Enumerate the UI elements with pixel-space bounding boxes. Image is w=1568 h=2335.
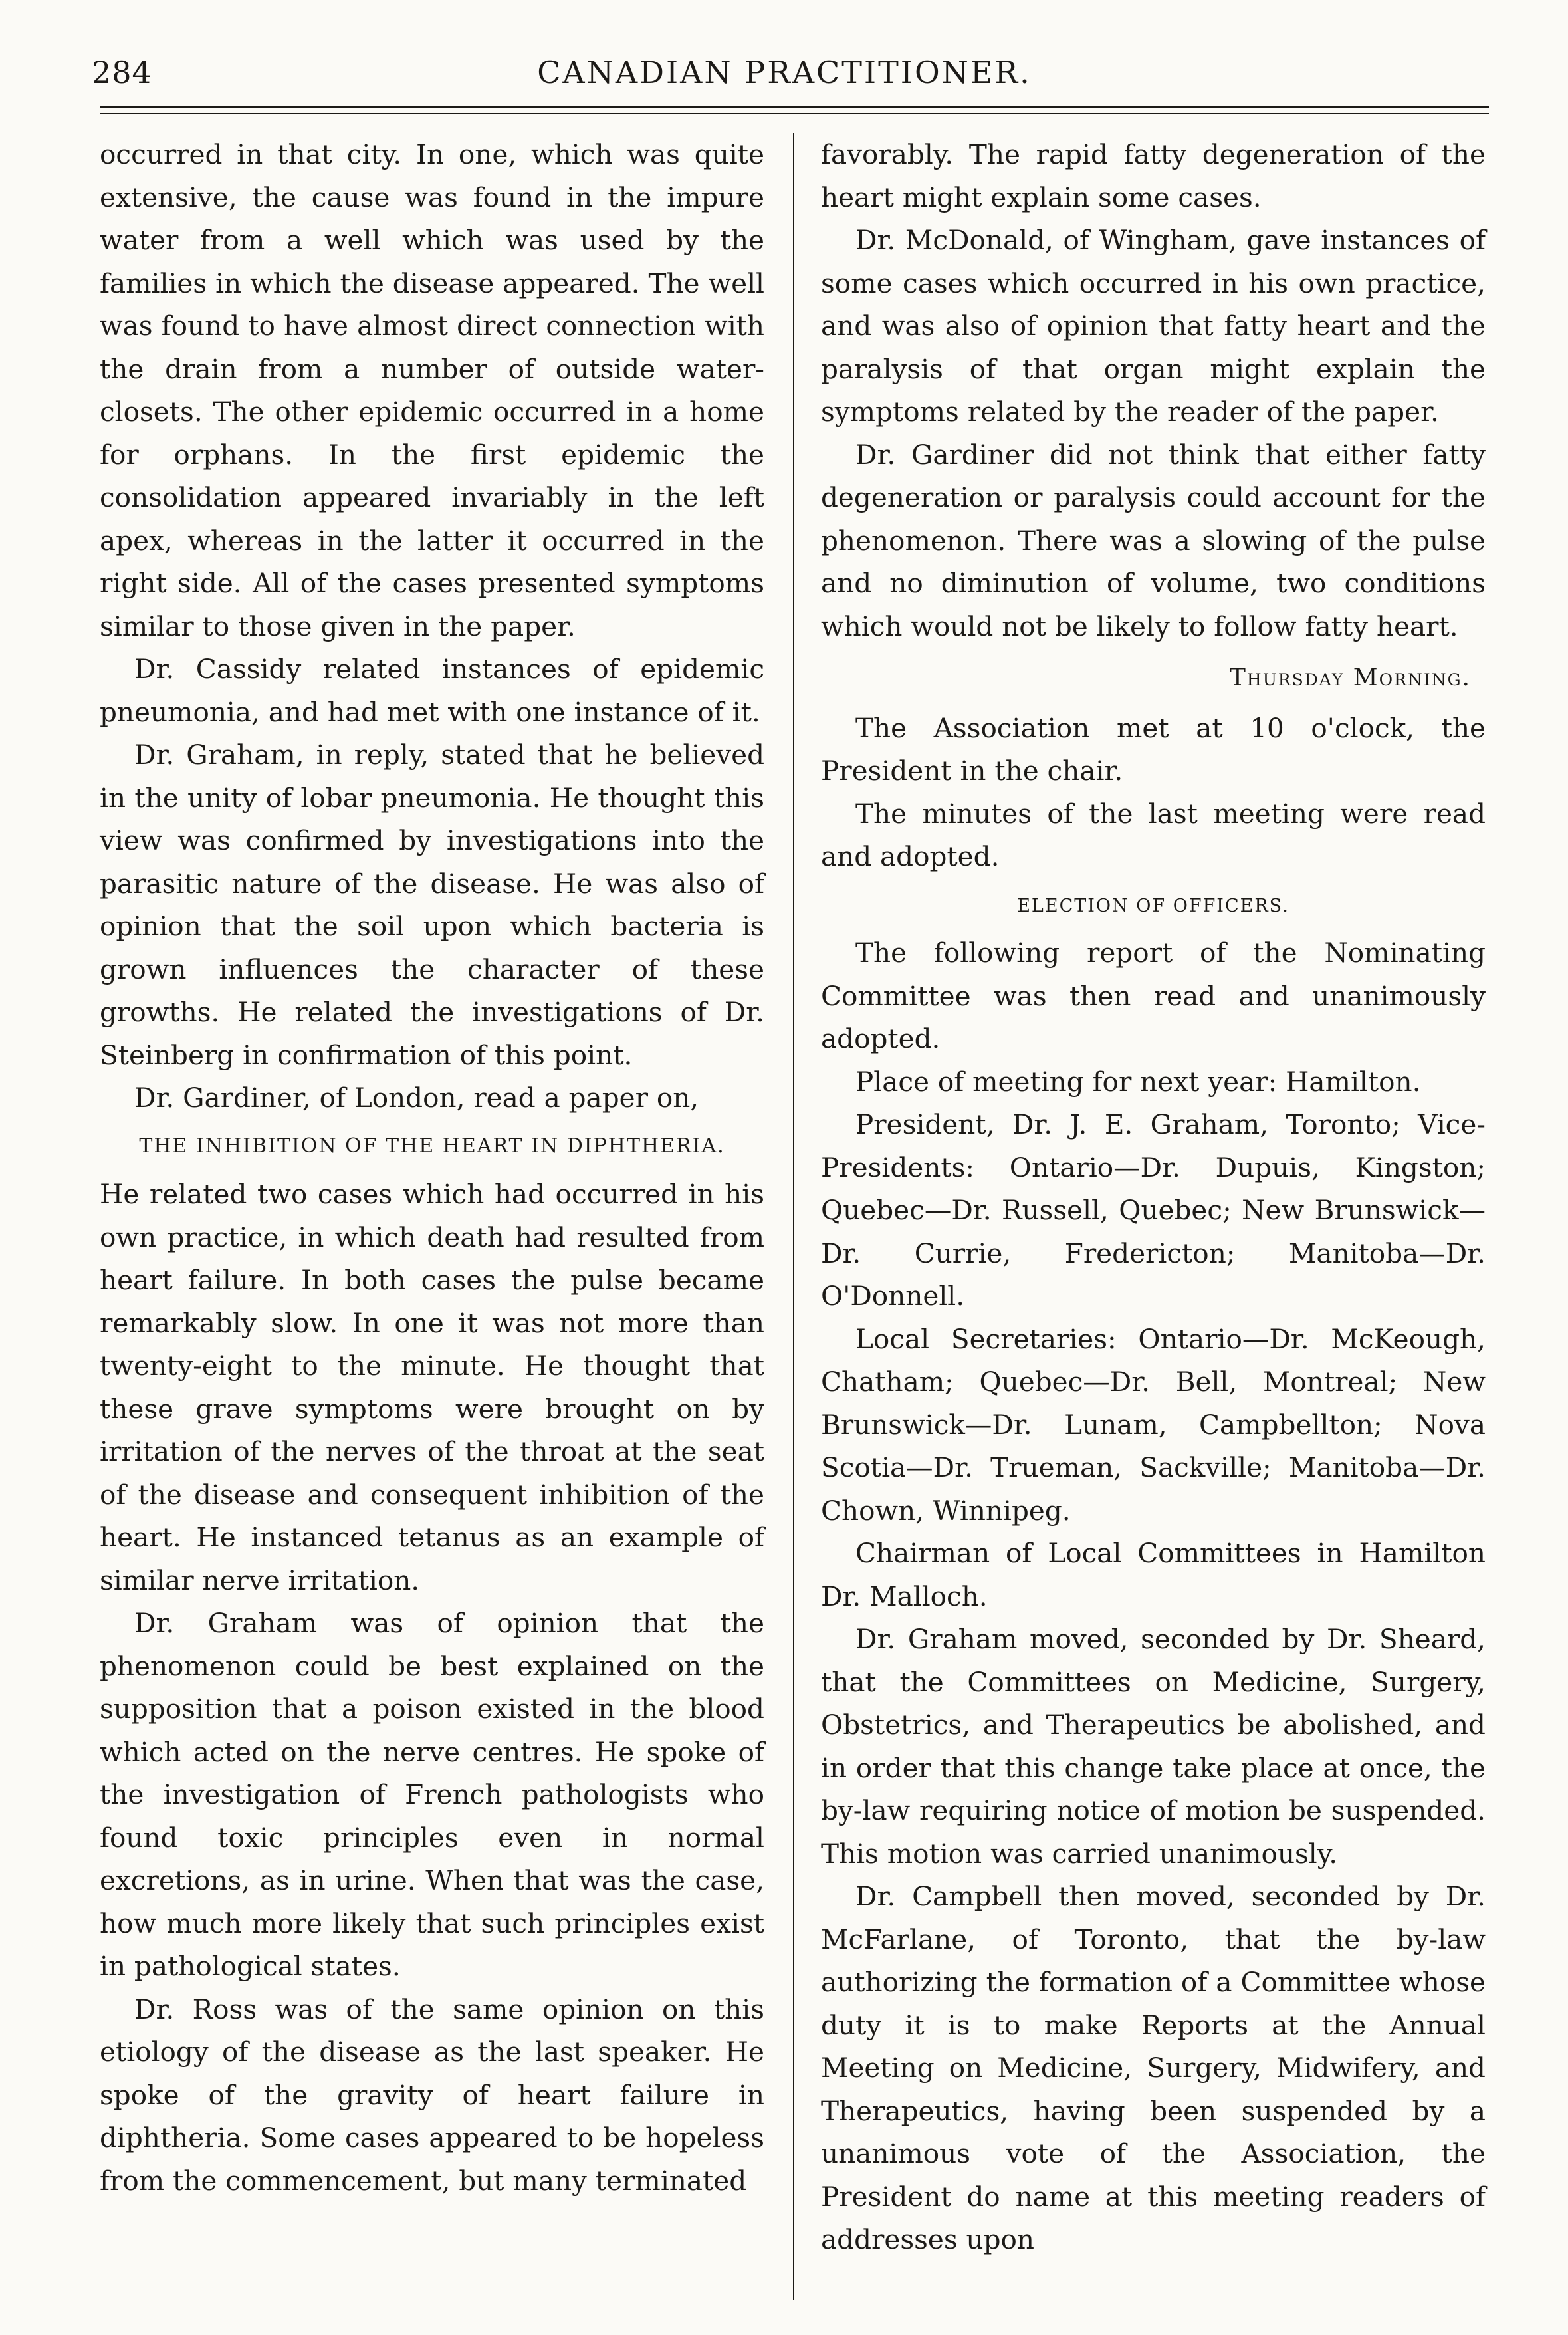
section-heading-thursday: Thursday Morning.: [1229, 664, 1471, 691]
left-paragraph-1: occurred in that city. In one, which was quite extensive, the cause was found in the impure water from a well which was used by the families in which the disease appeared. The well was found to have almost direct connection with the drain from a number of outside water-closets. The other epidemic occurred in a home for orphans. In the first epidemic the consolidation appeared invariably in the left apex, whereas in the latter it occurred in the right side. All of the cases presented symptoms similar to those given in the paper.: [100, 138, 764, 642]
right-paragraph-12: Dr. Campbell then moved, seconded by Dr. McFarlane, of Toronto, that the by-law authorizing the formation of a Committee whose duty it is to make Reports at the Annual Meeting on Medicine, Surgery, Midwifery, and Therapeutics, having been suspended by a unanimous vote of the Association, the President do name at this meeting readers of addresses upon: [821, 1880, 1486, 2255]
running-title: CANADIAN PRACTITIONER.: [537, 55, 1032, 90]
section-heading-diphtheria: THE INHIBITION OF THE HEART IN DIPHTHERIA.: [139, 1134, 725, 1158]
left-paragraph-5: He related two cases which had occurred in his own practice, in which death had resulted from heart failure. In both cases the pulse became remarkably slow. In one it was not more than twenty-eight to the minute. He thought that these grave symptoms were brought on by irritation of the nerves of the throat at the seat of the disease and consequent inhibition of the heart. He instanced tetanus as an example of similar nerve irritation.: [100, 1178, 764, 1596]
right-paragraph-9: Local Secretaries: Ontario—Dr. McKeough, Chatham; Quebec—Dr. Bell, Montreal; New Brunswick—Dr. Lunam, Campbellton; Nova Scotia—Dr. Trueman, Sackville; Manitoba—Dr. Chown, Winnipeg.: [821, 1322, 1486, 1527]
right-column: [821, 133, 1486, 2261]
right-paragraph-4: The Association met at 10 o'clock, the President in the chair.: [821, 711, 1486, 787]
right-paragraph-7: Place of meeting for next year: Hamilton.: [855, 1065, 1421, 1098]
right-paragraph-6: The following report of the Nominating Committee was then read and unanimously adopted.: [821, 937, 1486, 1054]
journal-page: [80, 40, 1489, 2294]
right-paragraph-2: Dr. McDonald, of Wingham, gave instances of some cases which occurred in his own practice, and was also of opinion that fatty heart and the paralysis of that organ might explain the symptoms related by the reader of the paper.: [821, 224, 1486, 428]
right-paragraph-1: favorably. The rapid fatty degeneration of the heart might explain some cases.: [821, 138, 1486, 213]
header-rule-secondary: [100, 113, 1489, 114]
left-paragraph-4: Dr. Gardiner, of London, read a paper on,: [134, 1082, 699, 1114]
page-number: 284: [92, 55, 152, 90]
left-paragraph-3: Dr. Graham, in reply, stated that he believed in the unity of lobar pneumonia. He thought this view was confirmed by investigations into the parasitic nature of the disease. He was also of opinion that the soil upon which bacteria is grown influences the character of these growths. He related the investigations of Dr. Steinberg in confirmation of this point.: [100, 739, 764, 1071]
right-paragraph-3: Dr. Gardiner did not think that either fatty degeneration or paralysis could account for the phenomenon. There was a slowing of the pulse and no diminution of volume, two conditions which would not be likely to follow fatty heart.: [821, 438, 1486, 642]
header-rule: [100, 106, 1489, 108]
left-paragraph-7: Dr. Ross was of the same opinion on this etiology of the disease as the last speaker. He spoke of the gravity of heart failure in diphtheria. Some cases appeared to be hopeless from the commencement, but many terminated: [100, 1993, 764, 2197]
page-header: [80, 40, 1489, 100]
column-divider: [793, 133, 794, 2300]
right-paragraph-8: President, Dr. J. E. Graham, Toronto; Vice-Presidents: Ontario—Dr. Dupuis, Kingston; Quebec—Dr. Russell, Quebec; New Brunswick—Dr. Currie, Fredericton; Manitoba—Dr. O'Donnell.: [821, 1108, 1486, 1312]
left-column: [100, 133, 764, 2202]
left-paragraph-6: Dr. Graham was of opinion that the phenomenon could be best explained on the supposition that a poison existed in the blood which acted on the nerve centres. He spoke of the investigation of French pathologists who found toxic principles even in normal excretions, as in urine. When that was the case, how much more likely that such principles exist in pathological states.: [100, 1607, 764, 1982]
section-heading-election: ELECTION OF OFFICERS.: [1017, 895, 1289, 916]
right-paragraph-10: Chairman of Local Committees in Hamilton Dr. Malloch.: [821, 1537, 1486, 1612]
text-columns: [100, 133, 1489, 2294]
left-paragraph-2: Dr. Cassidy related instances of epidemic pneumonia, and had met with one instance of it.: [100, 653, 764, 728]
right-paragraph-5: The minutes of the last meeting were read and adopted.: [821, 797, 1486, 872]
right-paragraph-11: Dr. Graham moved, seconded by Dr. Sheard, that the Committees on Medicine, Surgery, Obstetrics, and Therapeutics be abolished, and in order that this change take place at once, the by-law requiring notice of motion be suspended. This motion was carried unanimously.: [821, 1623, 1486, 1870]
